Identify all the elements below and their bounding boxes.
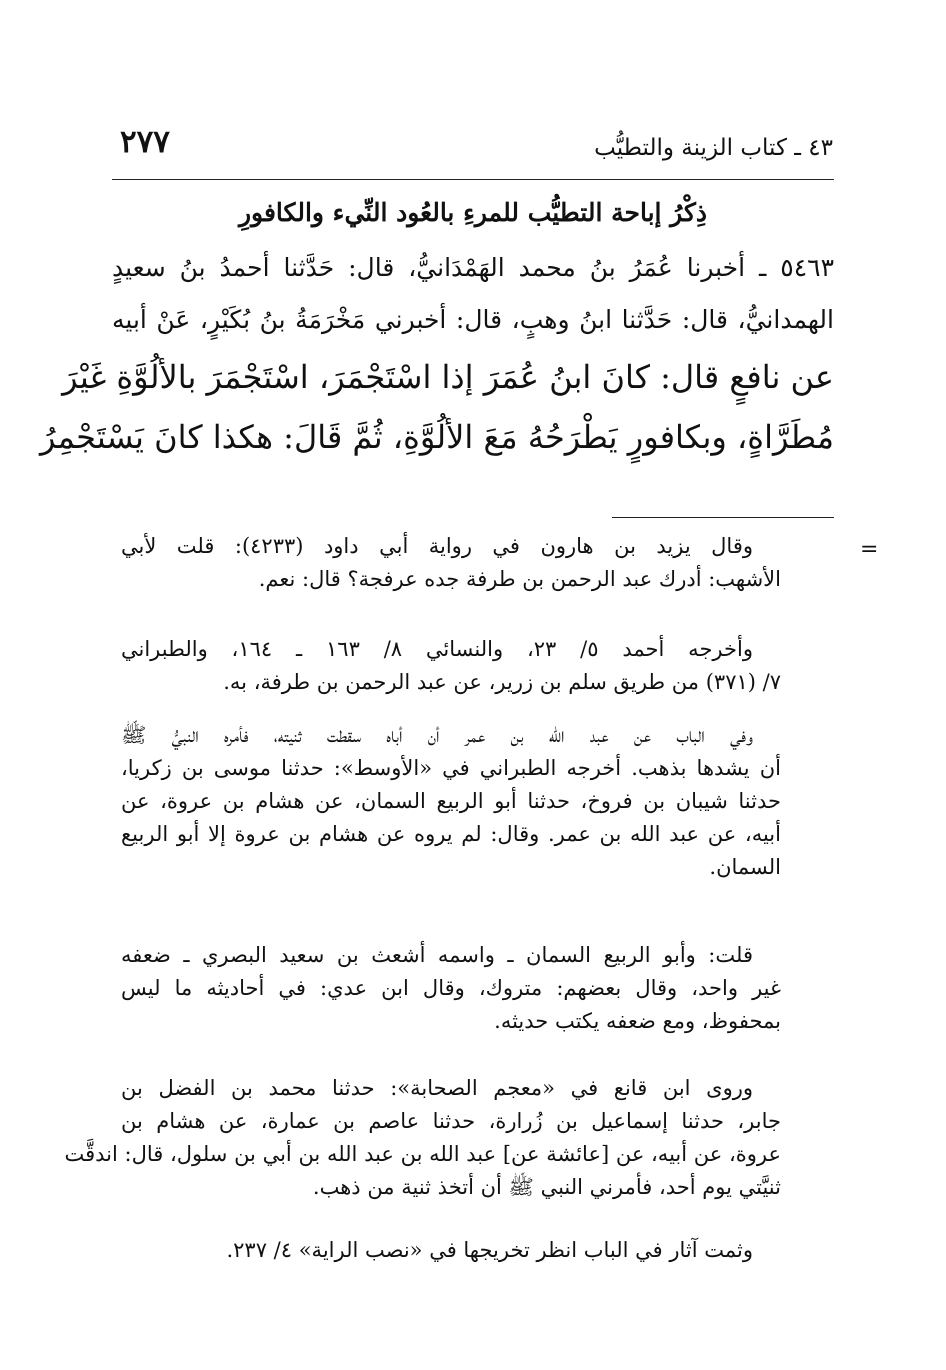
hadith-line-3: عن نافعٍ قال: كانَ ابنُ عُمَرَ إذا اسْتَجْمَرَ، اسْتَجْمَرَ بالألُوَّةِ غَيْرَ [62, 358, 834, 396]
footnote-continuation-mark: = [860, 537, 879, 562]
footnote-line: ٧/ (٣٧١) من طريق سلم بن زرير، عن عبد الرحمن بن طرفة، به. [223, 670, 781, 694]
footnote-line: عروة، عن أبيه، عن [عائشة عن] عبد الله بن عبد الله بن أبي بن سلول، قال: اندقَّت [64, 1142, 781, 1166]
footnote-paragraph-3 [121, 719, 781, 884]
hadith-line-4: مُطَرَّاةٍ، وبكافورٍ يَطْرَحُهُ مَعَ الألُوَّةِ، ثُمَّ قَالَ: هكذا كانَ يَسْتَجْمِرُ [40, 418, 834, 456]
footnote-line: أن يشدها بذهب. أخرجه الطبراني في «الأوسط»: حدثنا موسى بن زكريا، [121, 756, 781, 780]
footnote-line: قلت: وأبو الربيع السمان ـ واسمه أشعث بن سعيد البصري ـ ضعفه [121, 943, 753, 967]
footnote-line: أبيه، عن عبد الله بن عمر. وقال: لم يروه عن هشام بن عروة إلا أبو الربيع [121, 822, 781, 846]
footnote-line: وثمت آثار في الباب انظر تخريجها في «نصب الراية» ٤/ ٢٣٧. [226, 1238, 753, 1262]
footnote-line: السمان. [709, 855, 781, 879]
footnote-line: غير واحد، وقال بعضهم: متروك، وقال ابن عدي: في أحاديثه ما ليس [121, 976, 781, 1000]
footnote-paragraph-6 [141, 1234, 781, 1267]
footnote-line: وقال يزيد بن هارون في رواية أبي داود (٤٢٣٣): قلت لأبي [121, 534, 753, 558]
footnote-line: الأشهب: أدرك عبد الرحمن بن طرفة جده عرفجة؟ قال: نعم. [258, 567, 781, 591]
footnote-line: وأخرجه أحمد ٥/ ٢٣، والنسائي ٨/ ١٦٣ ـ ١٦٤، والطبراني [121, 637, 753, 661]
footnote-paragraph-2 [121, 633, 781, 699]
running-head: ٤٣ ـ كتاب الزينة والتطيُّب [594, 135, 833, 161]
footnote-separator [612, 517, 834, 518]
page-number: ٢٧٧ [120, 124, 170, 160]
footnote-line: وروى ابن قانع في «معجم الصحابة»: حدثنا محمد بن الفضل بن [121, 1076, 753, 1100]
footnote-line: ثنيَّتي يوم أحد، فأمرني النبي ﷺ أن أتخذ ثنية من ذهب. [312, 1175, 781, 1199]
footnote-line: بمحفوظ، ومع ضعفه يكتب حديثه. [494, 1009, 781, 1033]
footnote-line: جابر، حدثنا إسماعيل بن زُرارة، حدثنا عاصم بن عمارة، عن هشام بن [121, 1109, 781, 1133]
footnote-line: حدثنا شيبان بن فروخ، حدثنا أبو الربيع السمان، عن هشام بن عروة، عن [121, 789, 781, 813]
hadith-line-1: ٥٤٦٣ ـ أخبرنا عُمَرُ بنُ محمد الهَمْدَانيُّ، قال: حَدَّثنا أحمدُ بنُ سعيدٍ [112, 253, 834, 282]
footnote-paragraph-5 [64, 1072, 781, 1204]
section-title: ذِكْرُ إباحة التطيُّب للمرءِ بالعُود النِّيء والكافورِ [238, 198, 708, 227]
header-rule [112, 179, 834, 180]
hadith-line-2: الهمدانيُّ، قال: حَدَّثنا ابنُ وهبٍ، قال: أخبرني مَخْرَمَةُ بنُ بُكَيْرٍ، عَنْ أبيه [112, 305, 834, 334]
footnote-paragraph-4 [121, 939, 781, 1038]
footnote-paragraph-1 [121, 530, 781, 596]
footnote-line: وفي الباب عن عبد الله بن عمر أن أباه سقطت ثنيته، فأمره النبيُّ ﷺ [121, 723, 753, 747]
